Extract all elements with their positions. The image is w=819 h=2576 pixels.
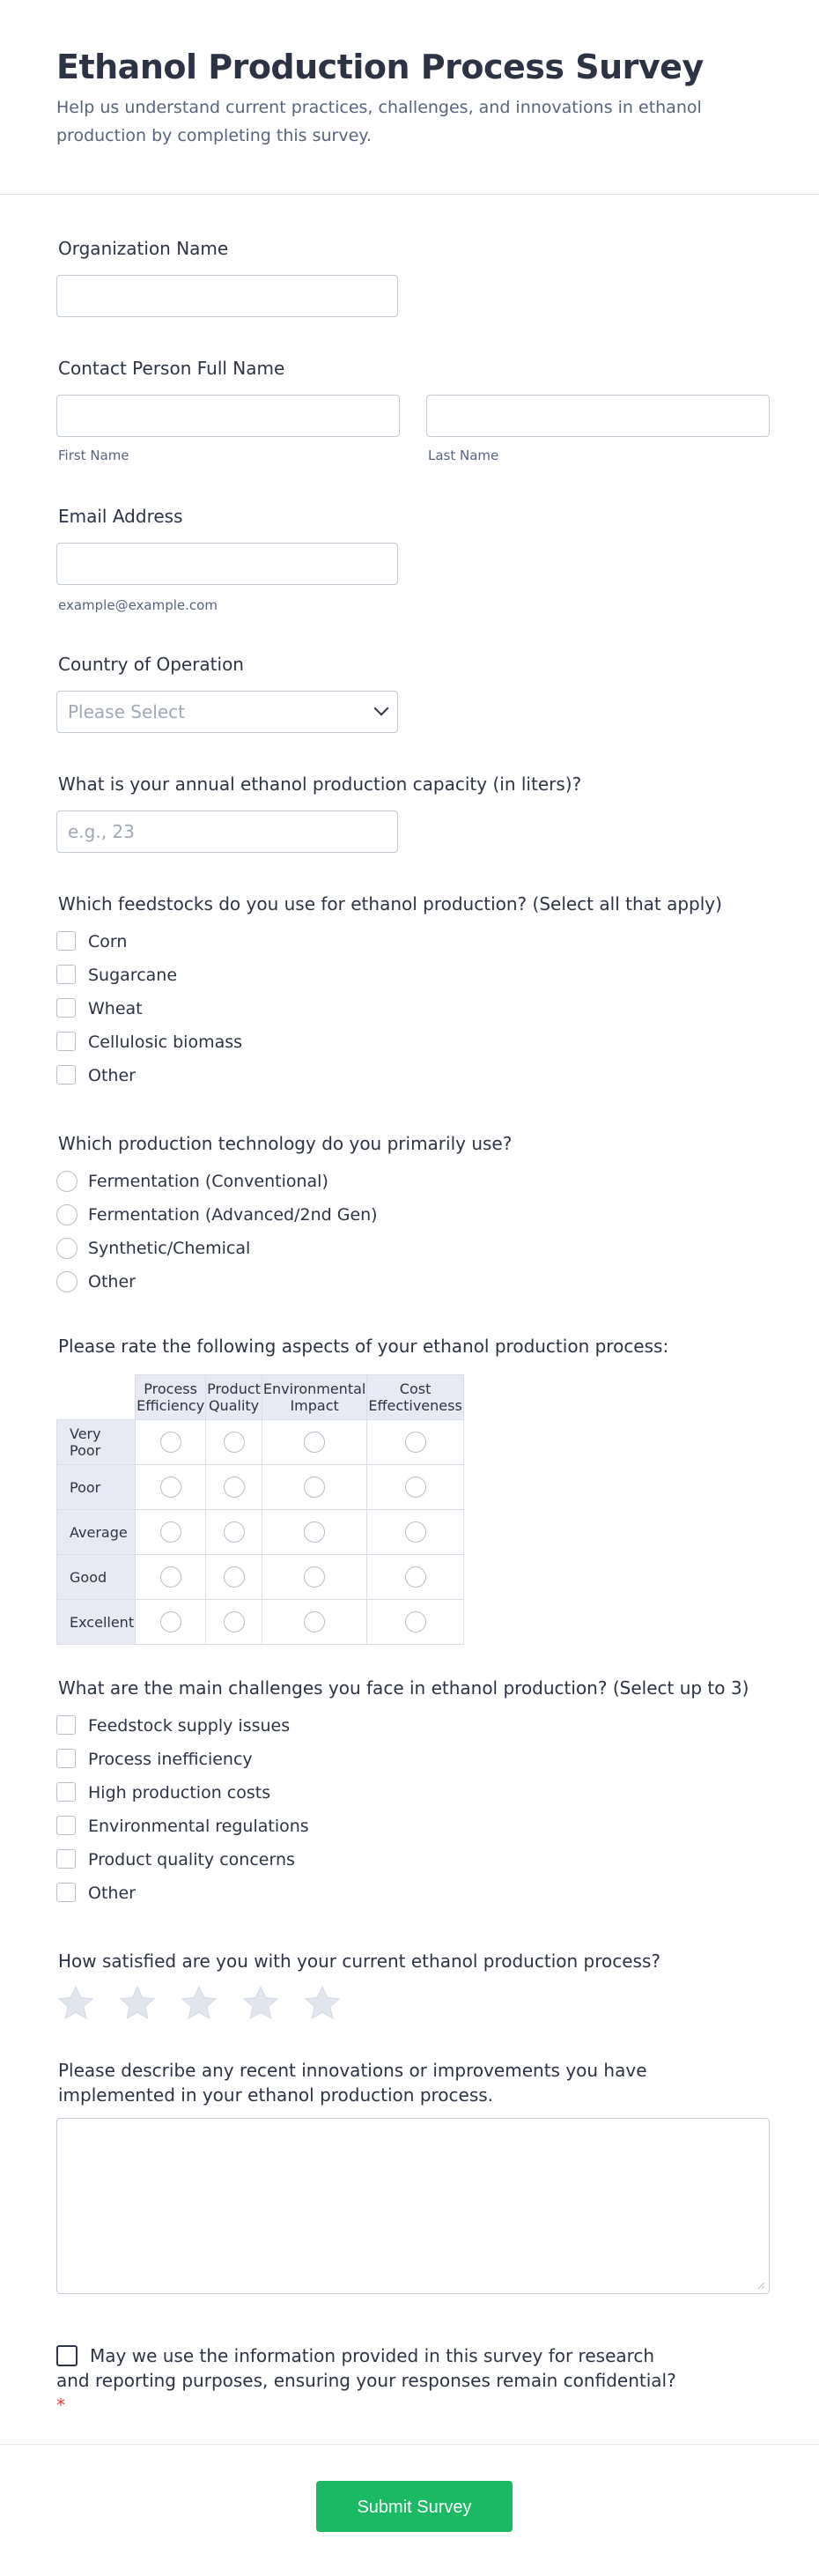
radio-button[interactable] — [56, 1204, 77, 1225]
consent-text: May we use the information provided in this survey for research and reporting purposes, ensuring your responses remain confidential? — [56, 2345, 676, 2391]
matrix-row-label: Very Poor — [57, 1420, 136, 1465]
matrix-radio[interactable] — [304, 1477, 325, 1498]
checkbox[interactable] — [56, 1782, 76, 1802]
innovations-field — [56, 2058, 770, 2296]
first-name-input[interactable] — [56, 395, 400, 437]
chevron-down-icon — [374, 701, 389, 716]
last-name-sublabel: Last Name — [428, 448, 499, 463]
radio-button[interactable] — [56, 1238, 77, 1259]
checkbox[interactable] — [56, 1749, 76, 1768]
capacity-field — [56, 772, 770, 860]
star-rating — [56, 1984, 409, 2023]
capacity-placeholder: e.g., 23 — [68, 821, 135, 842]
checkbox[interactable] — [56, 1883, 76, 1902]
resize-handle-icon[interactable] — [756, 2281, 765, 2290]
checkbox[interactable] — [56, 1032, 76, 1051]
country-select[interactable] — [56, 691, 398, 733]
innovations-textarea[interactable] — [56, 2118, 770, 2294]
radio-button[interactable] — [56, 1171, 77, 1192]
email-label: Email Address — [58, 506, 183, 527]
matrix-column-header: Process Efficiency — [136, 1375, 206, 1420]
footer-divider — [0, 2444, 819, 2445]
capacity-input[interactable] — [56, 811, 398, 853]
feedstocks-field: Which feedstocks do you use for ethanol production? (Select all that apply) Corn Sugarcane Wheat Cellulosic biomass Other — [58, 893, 722, 1085]
checkbox[interactable] — [56, 931, 76, 951]
matrix-label: Please rate the following aspects of your ethanol production process: — [58, 1336, 669, 1357]
star-icon[interactable] — [118, 1984, 157, 2023]
country-field — [56, 652, 770, 740]
matrix-radio[interactable] — [304, 1432, 325, 1453]
checkbox[interactable] — [56, 1849, 76, 1869]
checkbox[interactable] — [56, 965, 76, 984]
challenges-label: What are the main challenges you face in ethanol production? (Select up to 3) — [58, 1677, 749, 1699]
matrix-column-header: Environmental Impact — [262, 1375, 366, 1420]
consent-field — [56, 2343, 770, 2416]
star-icon[interactable] — [303, 1984, 342, 2023]
matrix-corner — [57, 1375, 136, 1420]
matrix-radio[interactable] — [160, 1521, 181, 1543]
innovations-label: Please describe any recent innovations or improvements you have implemented in your ethanol production process. — [58, 2060, 647, 2106]
contact-field — [56, 356, 770, 470]
page-title: Ethanol Production Process Survey — [56, 48, 704, 86]
technology-label: Which production technology do you primarily use? — [58, 1133, 513, 1154]
feedstocks-label: Which feedstocks do you use for ethanol production? (Select all that apply) — [58, 893, 722, 914]
first-name-sublabel: First Name — [58, 448, 129, 463]
matrix-row-label: Good — [57, 1555, 136, 1600]
matrix-radio[interactable] — [405, 1477, 426, 1498]
capacity-label: What is your annual ethanol production capacity (in liters)? — [58, 774, 582, 795]
matrix-row-label: Poor — [57, 1465, 136, 1510]
matrix-radio[interactable] — [160, 1477, 181, 1498]
organization-label: Organization Name — [58, 238, 229, 259]
matrix-radio[interactable] — [224, 1432, 245, 1453]
organization-input[interactable] — [56, 275, 398, 317]
matrix-radio[interactable] — [304, 1521, 325, 1543]
matrix-radio[interactable] — [160, 1611, 181, 1632]
star-icon[interactable] — [180, 1984, 218, 2023]
radio-button[interactable] — [56, 1271, 77, 1292]
star-icon[interactable] — [56, 1984, 95, 2023]
matrix-column-header: Product Quality — [206, 1375, 262, 1420]
matrix-radio[interactable] — [304, 1566, 325, 1588]
checkbox[interactable] — [56, 998, 76, 1018]
country-label: Country of Operation — [58, 654, 244, 675]
matrix-radio[interactable] — [405, 1611, 426, 1632]
form-header — [0, 0, 819, 195]
checkbox[interactable] — [56, 1816, 76, 1835]
matrix-radio[interactable] — [304, 1611, 325, 1632]
matrix-radio[interactable] — [224, 1521, 245, 1543]
matrix-radio[interactable] — [160, 1432, 181, 1453]
matrix-row-label: Excellent — [57, 1600, 136, 1645]
country-select-value: Please Select — [68, 701, 185, 722]
organization-field — [56, 236, 770, 324]
matrix-radio[interactable] — [224, 1477, 245, 1498]
matrix-column-header: Cost Effectiveness — [367, 1375, 463, 1420]
matrix-row-label: Average — [57, 1510, 136, 1555]
email-input[interactable] — [56, 543, 398, 585]
last-name-input[interactable] — [426, 395, 770, 437]
consent-label — [56, 2343, 690, 2417]
matrix-radio[interactable] — [405, 1521, 426, 1543]
checkbox[interactable] — [56, 1715, 76, 1735]
email-sublabel: example@example.com — [58, 597, 218, 613]
matrix-radio[interactable] — [160, 1566, 181, 1588]
checkbox[interactable] — [56, 1065, 76, 1084]
star-icon[interactable] — [241, 1984, 280, 2023]
email-field — [56, 504, 770, 618]
matrix-radio[interactable] — [405, 1566, 426, 1588]
satisfaction-label: How satisfied are you with your current ethanol production process? — [58, 1951, 660, 1972]
contact-label: Contact Person Full Name — [58, 358, 285, 379]
matrix-radio[interactable] — [405, 1432, 426, 1453]
technology-field: Which production technology do you primarily use? Fermentation (Conventional) Fermentation (Advanced/2nd Gen) Synthetic/Chemical Other — [58, 1133, 513, 1292]
matrix-radio[interactable] — [224, 1611, 245, 1632]
challenges-field: What are the main challenges you face in ethanol production? (Select up to 3) Feedstock supply issues Process inefficiency High production costs Environmental regulations Product quality concerns Other — [58, 1677, 749, 1903]
page-subtitle: Help us understand current practices, challenges, and innovations in ethanol production by completing this survey. — [56, 98, 702, 145]
satisfaction-field — [56, 1949, 770, 2037]
matrix-radio[interactable] — [224, 1566, 245, 1588]
required-asterisk: * — [56, 2395, 65, 2416]
submit-button[interactable]: Submit Survey — [316, 2481, 513, 2532]
rating-matrix-field — [56, 1334, 770, 1642]
